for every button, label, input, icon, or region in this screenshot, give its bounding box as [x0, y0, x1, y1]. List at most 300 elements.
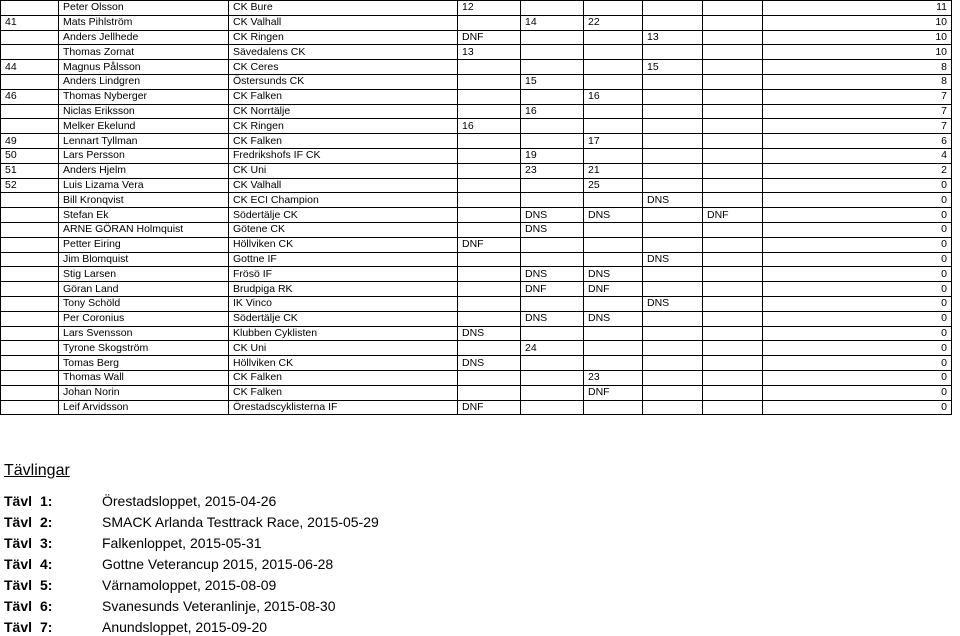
place-cell — [1, 74, 59, 89]
race5-cell — [703, 89, 763, 104]
name-cell: Magnus Pålsson — [59, 60, 229, 75]
points-cell: 0 — [763, 237, 952, 252]
race5-cell — [703, 370, 763, 385]
race1-cell — [458, 134, 521, 149]
place-cell — [1, 45, 59, 60]
place-cell — [1, 104, 59, 119]
table-row — [1, 45, 952, 60]
race1-cell — [458, 148, 521, 163]
club-cell: Sävedalens CK — [229, 45, 458, 60]
place-cell — [1, 267, 59, 282]
race5-cell — [703, 237, 763, 252]
table-row — [1, 30, 952, 45]
table-row — [1, 178, 952, 193]
table-row — [1, 370, 952, 385]
name-cell: Tomas Berg — [59, 356, 229, 371]
race2-cell — [521, 252, 584, 267]
club-cell: Klubben Cyklisten — [229, 326, 458, 341]
race3-cell: DNF — [584, 282, 643, 297]
name-cell: Anders Lindgren — [59, 74, 229, 89]
competition-title: Anundsloppet, 2015-09-20 — [102, 619, 268, 635]
race2-cell — [521, 30, 584, 45]
place-cell: 44 — [1, 60, 59, 75]
club-cell: Östersunds CK — [229, 74, 458, 89]
club-cell: Gottne IF — [229, 252, 458, 267]
race3-cell: 25 — [584, 178, 643, 193]
race5-cell — [703, 222, 763, 237]
club-cell: CK Norrtälje — [229, 104, 458, 119]
place-cell — [1, 326, 59, 341]
race3-cell — [584, 30, 643, 45]
race3-cell: DNF — [584, 385, 643, 400]
race3-cell — [584, 237, 643, 252]
race3-cell — [584, 1, 643, 16]
race2-cell: DNS — [521, 311, 584, 326]
race5-cell — [703, 104, 763, 119]
race4-cell — [643, 148, 703, 163]
race2-cell — [521, 60, 584, 75]
name-cell: Thomas Nyberger — [59, 89, 229, 104]
race1-cell — [458, 15, 521, 30]
race4-cell — [643, 341, 703, 356]
club-cell: Örestadscyklisterna IF — [229, 400, 458, 415]
points-cell: 0 — [763, 296, 952, 311]
race2-cell — [521, 400, 584, 415]
name-cell: Bill Kronqvist — [59, 193, 229, 208]
club-cell: CK Valhall — [229, 15, 458, 30]
race4-cell — [643, 89, 703, 104]
place-cell: 41 — [1, 15, 59, 30]
race4-cell — [643, 282, 703, 297]
competition-label: Tävl — [4, 493, 33, 509]
race2-cell: 19 — [521, 148, 584, 163]
points-cell: 0 — [763, 326, 952, 341]
race1-cell — [458, 193, 521, 208]
competition-item — [4, 577, 276, 593]
race2-cell — [521, 326, 584, 341]
place-cell: 50 — [1, 148, 59, 163]
club-cell: CK Falken — [229, 89, 458, 104]
points-cell: 0 — [763, 370, 952, 385]
race1-cell — [458, 296, 521, 311]
competition-number: 7: — [40, 619, 53, 635]
club-cell: Fredrikshofs IF CK — [229, 148, 458, 163]
race1-cell — [458, 385, 521, 400]
race5-cell: DNF — [703, 208, 763, 223]
race5-cell — [703, 178, 763, 193]
race4-cell — [643, 222, 703, 237]
points-cell: 0 — [763, 267, 952, 282]
place-cell — [1, 311, 59, 326]
race1-cell: DNF — [458, 237, 521, 252]
race5-cell — [703, 45, 763, 60]
race4-cell — [643, 356, 703, 371]
race4-cell: 15 — [643, 60, 703, 75]
table-row — [1, 60, 952, 75]
name-cell: Peter Olsson — [59, 1, 229, 16]
race4-cell: DNS — [643, 193, 703, 208]
points-cell: 0 — [763, 341, 952, 356]
race3-cell — [584, 326, 643, 341]
race2-cell — [521, 1, 584, 16]
place-cell — [1, 252, 59, 267]
points-cell: 2 — [763, 163, 952, 178]
race3-cell — [584, 252, 643, 267]
club-cell: CK Uni — [229, 341, 458, 356]
race3-cell: 23 — [584, 370, 643, 385]
race5-cell — [703, 163, 763, 178]
race1-cell — [458, 222, 521, 237]
name-cell: Tyrone Skogström — [59, 341, 229, 356]
race2-cell — [521, 296, 584, 311]
race4-cell — [643, 400, 703, 415]
competition-number: 6: — [40, 598, 53, 614]
race3-cell — [584, 356, 643, 371]
club-cell: CK Ringen — [229, 30, 458, 45]
club-cell: CK Falken — [229, 385, 458, 400]
race4-cell — [643, 1, 703, 16]
race1-cell: DNF — [458, 30, 521, 45]
race3-cell: DNS — [584, 267, 643, 282]
points-cell: 0 — [763, 400, 952, 415]
table-row — [1, 208, 952, 223]
race4-cell: DNS — [643, 296, 703, 311]
competition-label: Tävl — [4, 556, 33, 572]
points-cell: 7 — [763, 104, 952, 119]
name-cell: Anders Hjelm — [59, 163, 229, 178]
race4-cell — [643, 237, 703, 252]
table-row — [1, 356, 952, 371]
name-cell: Thomas Zornat — [59, 45, 229, 60]
race5-cell — [703, 74, 763, 89]
race2-cell: DNF — [521, 282, 584, 297]
race1-cell — [458, 208, 521, 223]
name-cell: Anders Jellhede — [59, 30, 229, 45]
race5-cell — [703, 30, 763, 45]
name-cell: Tony Schöld — [59, 296, 229, 311]
competition-title: Örestadsloppet, 2015-04-26 — [102, 493, 277, 509]
race1-cell — [458, 178, 521, 193]
race5-cell — [703, 400, 763, 415]
race3-cell — [584, 45, 643, 60]
race2-cell: 15 — [521, 74, 584, 89]
competition-number: 3: — [40, 535, 53, 551]
race4-cell — [643, 163, 703, 178]
name-cell: Petter Eiring — [59, 237, 229, 252]
place-cell — [1, 237, 59, 252]
race4-cell — [643, 119, 703, 134]
race4-cell — [643, 267, 703, 282]
points-cell: 4 — [763, 148, 952, 163]
table-row — [1, 400, 952, 415]
table-row — [1, 74, 952, 89]
competitions-heading: Tävlingar — [4, 462, 70, 479]
club-cell: Södertälje CK — [229, 311, 458, 326]
points-cell: 6 — [763, 134, 952, 149]
table-row — [1, 163, 952, 178]
race3-cell — [584, 74, 643, 89]
competition-label: Tävl — [4, 619, 33, 635]
race1-cell: 12 — [458, 1, 521, 16]
race1-cell — [458, 60, 521, 75]
points-cell: 0 — [763, 356, 952, 371]
race1-cell: DNS — [458, 356, 521, 371]
competition-label: Tävl — [4, 535, 33, 551]
race3-cell: DNS — [584, 311, 643, 326]
race3-cell — [584, 148, 643, 163]
race4-cell — [643, 74, 703, 89]
name-cell: Per Coronius — [59, 311, 229, 326]
race2-cell: 24 — [521, 341, 584, 356]
table-row — [1, 282, 952, 297]
race1-cell: DNF — [458, 400, 521, 415]
race5-cell — [703, 252, 763, 267]
race2-cell: DNS — [521, 267, 584, 282]
race4-cell — [643, 311, 703, 326]
race5-cell — [703, 134, 763, 149]
name-cell: Mats Pihlström — [59, 15, 229, 30]
competition-item — [4, 556, 333, 572]
race3-cell — [584, 193, 643, 208]
competition-title: Svanesunds Veteranlinje, 2015-08-30 — [102, 598, 336, 614]
race5-cell — [703, 356, 763, 371]
points-cell: 0 — [763, 178, 952, 193]
race5-cell — [703, 1, 763, 16]
table-row — [1, 148, 952, 163]
race3-cell: DNS — [584, 208, 643, 223]
table-row — [1, 193, 952, 208]
club-cell: IK Vinco — [229, 296, 458, 311]
race2-cell — [521, 385, 584, 400]
place-cell — [1, 1, 59, 16]
race2-cell: DNS — [521, 208, 584, 223]
race1-cell — [458, 311, 521, 326]
points-cell: 0 — [763, 385, 952, 400]
points-cell: 10 — [763, 45, 952, 60]
race3-cell — [584, 60, 643, 75]
points-cell: 7 — [763, 119, 952, 134]
competition-item — [4, 493, 276, 509]
competition-title: SMACK Arlanda Testtrack Race, 2015-05-29 — [102, 514, 379, 530]
place-cell — [1, 296, 59, 311]
club-cell: CK Ceres — [229, 60, 458, 75]
table-row — [1, 296, 952, 311]
table-row — [1, 341, 952, 356]
race1-cell — [458, 89, 521, 104]
competition-item — [4, 514, 379, 530]
race4-cell: 13 — [643, 30, 703, 45]
competition-number: 5: — [40, 577, 53, 593]
race1-cell — [458, 163, 521, 178]
club-cell: Södertälje CK — [229, 208, 458, 223]
race4-cell — [643, 208, 703, 223]
race3-cell — [584, 119, 643, 134]
place-cell — [1, 30, 59, 45]
place-cell — [1, 119, 59, 134]
table-row — [1, 1, 952, 16]
club-cell: Götene CK — [229, 222, 458, 237]
race2-cell: 16 — [521, 104, 584, 119]
table-row — [1, 252, 952, 267]
points-cell: 0 — [763, 282, 952, 297]
name-cell: Stig Larsen — [59, 267, 229, 282]
race1-cell: DNS — [458, 326, 521, 341]
race4-cell: DNS — [643, 252, 703, 267]
race4-cell — [643, 104, 703, 119]
race5-cell — [703, 193, 763, 208]
race2-cell — [521, 134, 584, 149]
race1-cell: 13 — [458, 45, 521, 60]
name-cell: Melker Ekelund — [59, 119, 229, 134]
race2-cell — [521, 119, 584, 134]
name-cell: Lars Persson — [59, 148, 229, 163]
race5-cell — [703, 148, 763, 163]
name-cell: Stefan Ek — [59, 208, 229, 223]
table-row — [1, 134, 952, 149]
race3-cell: 16 — [584, 89, 643, 104]
competition-label: Tävl — [4, 514, 33, 530]
race2-cell — [521, 178, 584, 193]
race5-cell — [703, 282, 763, 297]
points-cell: 11 — [763, 1, 952, 16]
name-cell: Leif Arvidsson — [59, 400, 229, 415]
race3-cell — [584, 400, 643, 415]
race4-cell — [643, 134, 703, 149]
race5-cell — [703, 385, 763, 400]
club-cell: CK Bure — [229, 1, 458, 16]
place-cell — [1, 193, 59, 208]
race4-cell — [643, 45, 703, 60]
race5-cell — [703, 326, 763, 341]
club-cell: Höllviken CK — [229, 356, 458, 371]
points-cell: 0 — [763, 193, 952, 208]
table-row — [1, 267, 952, 282]
table-row — [1, 104, 952, 119]
points-cell: 8 — [763, 74, 952, 89]
race1-cell: 16 — [458, 119, 521, 134]
name-cell: Göran Land — [59, 282, 229, 297]
name-cell: Thomas Wall — [59, 370, 229, 385]
competition-number: 2: — [40, 514, 53, 530]
place-cell — [1, 341, 59, 356]
competition-title: Värnamoloppet, 2015-08-09 — [102, 577, 277, 593]
race1-cell — [458, 104, 521, 119]
competition-number: 1: — [40, 493, 53, 509]
competition-item — [4, 619, 267, 635]
race2-cell — [521, 193, 584, 208]
place-cell: 52 — [1, 178, 59, 193]
table-row — [1, 311, 952, 326]
place-cell: 49 — [1, 134, 59, 149]
race4-cell — [643, 385, 703, 400]
race3-cell — [584, 222, 643, 237]
race3-cell: 22 — [584, 15, 643, 30]
competition-title: Gottne Veterancup 2015, 2015-06-28 — [102, 556, 334, 572]
race1-cell — [458, 370, 521, 385]
name-cell: Luis Lizama Vera — [59, 178, 229, 193]
table-row — [1, 15, 952, 30]
place-cell — [1, 208, 59, 223]
race5-cell — [703, 60, 763, 75]
race5-cell — [703, 119, 763, 134]
club-cell: CK Falken — [229, 370, 458, 385]
race1-cell — [458, 74, 521, 89]
table-row — [1, 119, 952, 134]
points-cell: 0 — [763, 311, 952, 326]
race1-cell — [458, 267, 521, 282]
place-cell — [1, 400, 59, 415]
name-cell: Johan Norin — [59, 385, 229, 400]
race5-cell — [703, 267, 763, 282]
competition-number: 4: — [40, 556, 53, 572]
place-cell: 46 — [1, 89, 59, 104]
table-row — [1, 237, 952, 252]
race1-cell — [458, 252, 521, 267]
place-cell — [1, 385, 59, 400]
competition-item — [4, 535, 262, 551]
club-cell: Frösö IF — [229, 267, 458, 282]
race2-cell: 23 — [521, 163, 584, 178]
competition-item — [4, 598, 336, 614]
table-row — [1, 89, 952, 104]
table-row — [1, 326, 952, 341]
race5-cell — [703, 296, 763, 311]
club-cell: Brudpiga RK — [229, 282, 458, 297]
name-cell: Lars Svensson — [59, 326, 229, 341]
name-cell: Niclas Eriksson — [59, 104, 229, 119]
name-cell: Jim Blomquist — [59, 252, 229, 267]
competition-label: Tävl — [4, 577, 33, 593]
competition-title: Falkenloppet, 2015-05-31 — [102, 535, 262, 551]
race3-cell: 17 — [584, 134, 643, 149]
race2-cell — [521, 237, 584, 252]
race3-cell — [584, 296, 643, 311]
race1-cell — [458, 341, 521, 356]
points-cell: 0 — [763, 208, 952, 223]
points-cell: 7 — [763, 89, 952, 104]
race4-cell — [643, 178, 703, 193]
points-cell: 10 — [763, 30, 952, 45]
club-cell: CK Ringen — [229, 119, 458, 134]
place-cell — [1, 356, 59, 371]
race2-cell — [521, 370, 584, 385]
race2-cell: 14 — [521, 15, 584, 30]
race5-cell — [703, 311, 763, 326]
club-cell: CK Uni — [229, 163, 458, 178]
points-cell: 10 — [763, 15, 952, 30]
race2-cell — [521, 356, 584, 371]
race4-cell — [643, 15, 703, 30]
points-cell: 8 — [763, 60, 952, 75]
race2-cell: DNS — [521, 222, 584, 237]
club-cell: Höllviken CK — [229, 237, 458, 252]
table-row — [1, 222, 952, 237]
race5-cell — [703, 341, 763, 356]
table-row — [1, 385, 952, 400]
place-cell — [1, 222, 59, 237]
race3-cell — [584, 341, 643, 356]
name-cell: ARNE GÖRAN Holmquist — [59, 222, 229, 237]
name-cell: Lennart Tyllman — [59, 134, 229, 149]
race3-cell: 21 — [584, 163, 643, 178]
club-cell: CK ECI Champion — [229, 193, 458, 208]
race2-cell — [521, 89, 584, 104]
race4-cell — [643, 370, 703, 385]
race1-cell — [458, 282, 521, 297]
place-cell: 51 — [1, 163, 59, 178]
race4-cell — [643, 326, 703, 341]
race2-cell — [521, 45, 584, 60]
